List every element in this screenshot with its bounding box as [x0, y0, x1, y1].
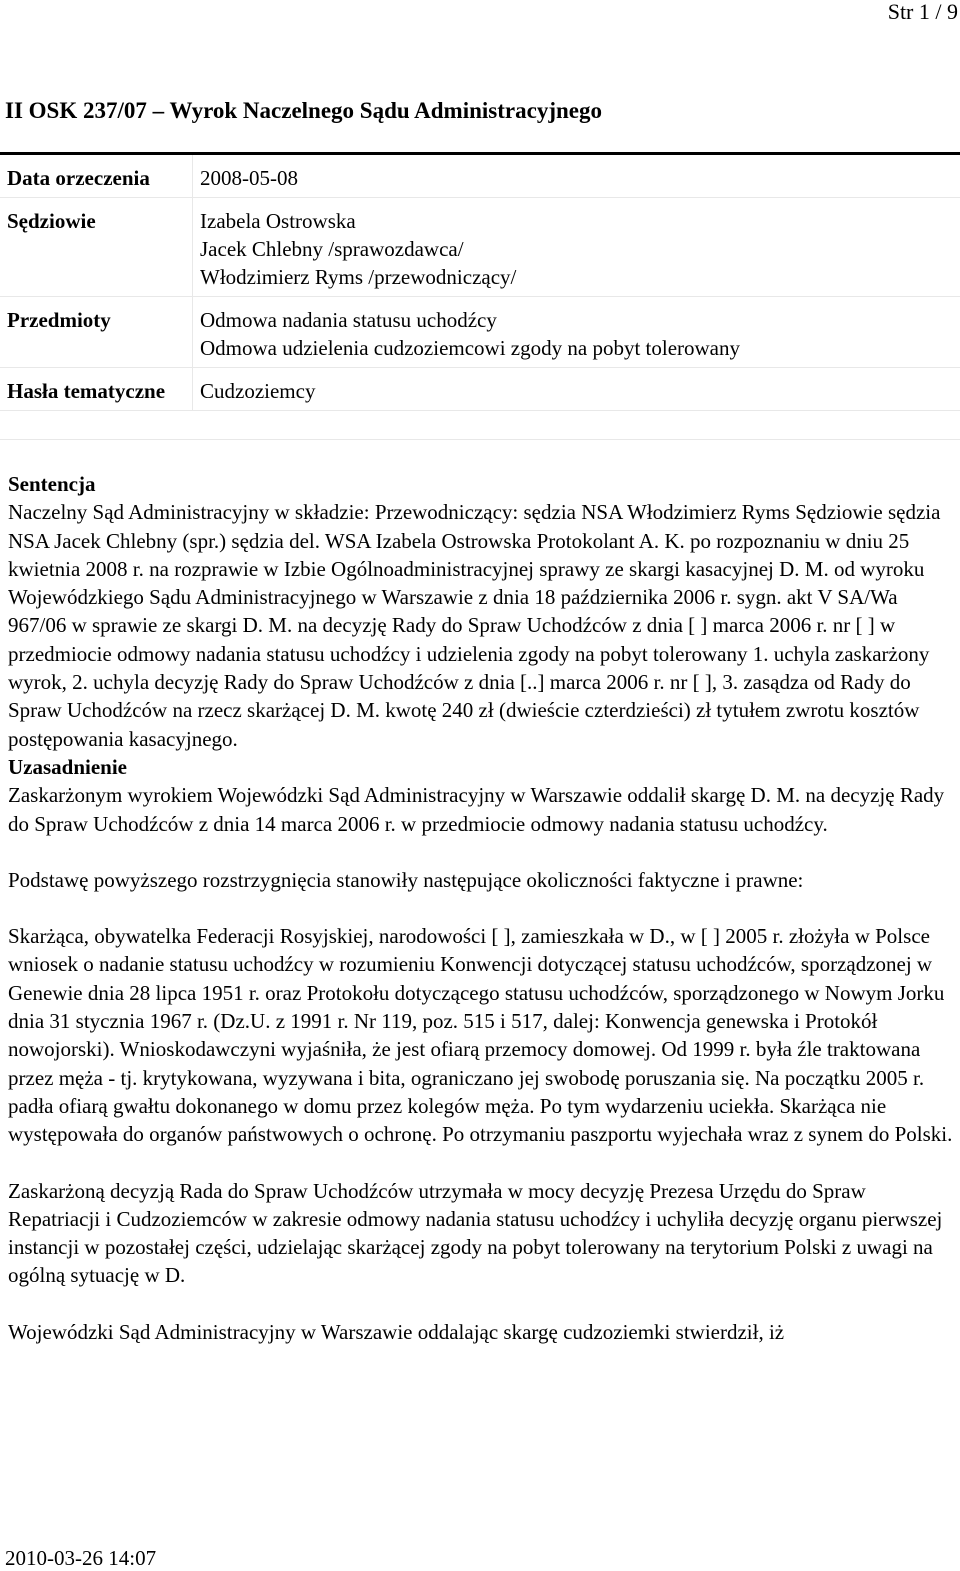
- judges-list: [193, 198, 960, 297]
- paragraph-gap: [8, 1290, 954, 1318]
- keyword-item: Cudzoziemcy: [200, 377, 953, 405]
- subject-item: Odmowa udzielenia cudzoziemcowi zgody na pobyt tolerowany: [200, 334, 953, 362]
- keywords-list: [193, 368, 960, 411]
- document-body: [8, 470, 954, 1346]
- metadata-table: [0, 152, 960, 440]
- uzasadnienie-paragraph: Zaskarżonym wyrokiem Wojewódzki Sąd Administracyjny w Warszawie oddalił skargę D. M. na decyzję Rady do Spraw Uchodźców z dnia 14 marca 2006 r. w przedmiocie odmowy nadania statusu uchodźcy.: [8, 781, 954, 838]
- document-title: II OSK 237/07 – Wyrok Naczelnego Sądu Administracyjnego: [5, 97, 602, 125]
- judge-item: Izabela Ostrowska: [200, 207, 953, 235]
- page-number: Str 1 / 9: [888, 0, 958, 24]
- paragraph-gap: [8, 1149, 954, 1177]
- subjects-list: [193, 297, 960, 368]
- uzasadnienie-paragraph: Podstawę powyższego rozstrzygnięcia stanowiły następujące okoliczności faktyczne i prawne:: [8, 866, 954, 894]
- subject-item: Odmowa nadania statusu uchodźcy: [200, 306, 953, 334]
- judges-label: Sędziowie: [0, 198, 193, 297]
- date-label: Data orzeczenia: [0, 154, 193, 198]
- keywords-label: Hasła tematyczne: [0, 368, 193, 411]
- footer-timestamp: 2010-03-26 14:07: [5, 1545, 156, 1571]
- uzasadnienie-paragraph: Skarżąca, obywatelka Federacji Rosyjskiej, narodowości [ ], zamieszkała w D., w [ ] 2005 r. złożyła w Polsce wniosek o nadanie statusu uchodźcy w rozumieniu Konwencji dotyczącej statusu uchodźców, sporządzonej w Genewie dnia 28 lipca 1951 r. oraz Protokołu dotyczącego statusu uchodźców, sporządzonego w Nowym Jorku dnia 31 stycznia 1967 r. (Dz.U. z 1991 r. Nr 119, poz. 515 i 517, dalej: Konwencja genewska i Protokół nowojorski). Wnioskodawczyni wyjaśniła, że jest ofiarą przemocy domowej. Od 1999 r. była źle traktowana przez męża - tj. krytykowana, wyzywana i bita, ograniczano jej swobodę poruszania się. Na początku 2005 r. padła ofiarą gwałtu dokonanego w domu przez kolegów męża. Po tym wydarzeniu uciekła. Skarżąca nie występowała do organów państwowych o ochronę. Po otrzymaniu paszportu wyjechała wraz z synem do Polski.: [8, 922, 954, 1148]
- subjects-label: Przedmioty: [0, 297, 193, 368]
- subjects-row: [0, 297, 960, 368]
- judge-item: Jacek Chlebny /sprawozdawca/: [200, 235, 953, 263]
- uzasadnienie-heading: Uzasadnienie: [8, 753, 954, 781]
- spacer-cell: [193, 411, 960, 440]
- judges-row: [0, 198, 960, 297]
- keywords-row: [0, 368, 960, 411]
- uzasadnienie-paragraph: Wojewódzki Sąd Administracyjny w Warszawie oddalając skargę cudzoziemki stwierdził, iż: [8, 1318, 954, 1346]
- spacer-cell: [0, 411, 193, 440]
- uzasadnienie-paragraph: Zaskarżoną decyzją Rada do Spraw Uchodźców utrzymała w mocy decyzję Prezesa Urzędu do Spraw Repatriacji i Cudzoziemców w zakresie odmowy nadania statusu uchodźcy i uchyliła decyzję organu pierwszej instancji w pozostałej części, udzielając skarżącej zgody na pobyt tolerowany na terytorium Polski z uwagi na ogólną sytuację w D.: [8, 1177, 954, 1290]
- sentencja-heading: Sentencja: [8, 470, 954, 498]
- date-value: 2008-05-08: [193, 154, 960, 198]
- sentencja-text: Naczelny Sąd Administracyjny w składzie: Przewodniczący: sędzia NSA Włodzimierz Ryms Sędziowie sędzia NSA Jacek Chlebny (spr.) sędzia del. WSA Izabela Ostrowska Protokolant A. K. po rozpoznaniu w dniu 25 kwietnia 2008 r. na rozprawie w Izbie Ogólnoadministracyjnej sprawy ze skargi kasacyjnej D. M. od wyroku Wojewódzkiego Sądu Administracyjnego w Warszawie z dnia 18 października 2006 r. sygn. akt V SA/Wa 967/06 w sprawie ze skargi D. M. na decyzję Rady do Spraw Uchodźców z dnia [ ] marca 2006 r. nr [ ] w przedmiocie odmowy nadania statusu uchodźcy i udzielenia zgody na pobyt tolerowany 1. uchyla zaskarżony wyrok, 2. uchyla decyzję Rady do Spraw Uchodźców z dnia [..] marca 2006 r. nr [ ], 3. zasądza od Rady do Spraw Uchodźców na rzecz skarżącej D. M. kwotę 240 zł (dwieście czterdzieści) zł tytułem zwrotu kosztów postępowania kasacyjnego.: [8, 498, 954, 753]
- paragraph-gap: [8, 838, 954, 866]
- date-row: [0, 154, 960, 198]
- paragraph-gap: [8, 894, 954, 922]
- table-spacer-row: [0, 411, 960, 440]
- judge-item: Włodzimierz Ryms /przewodniczący/: [200, 263, 953, 291]
